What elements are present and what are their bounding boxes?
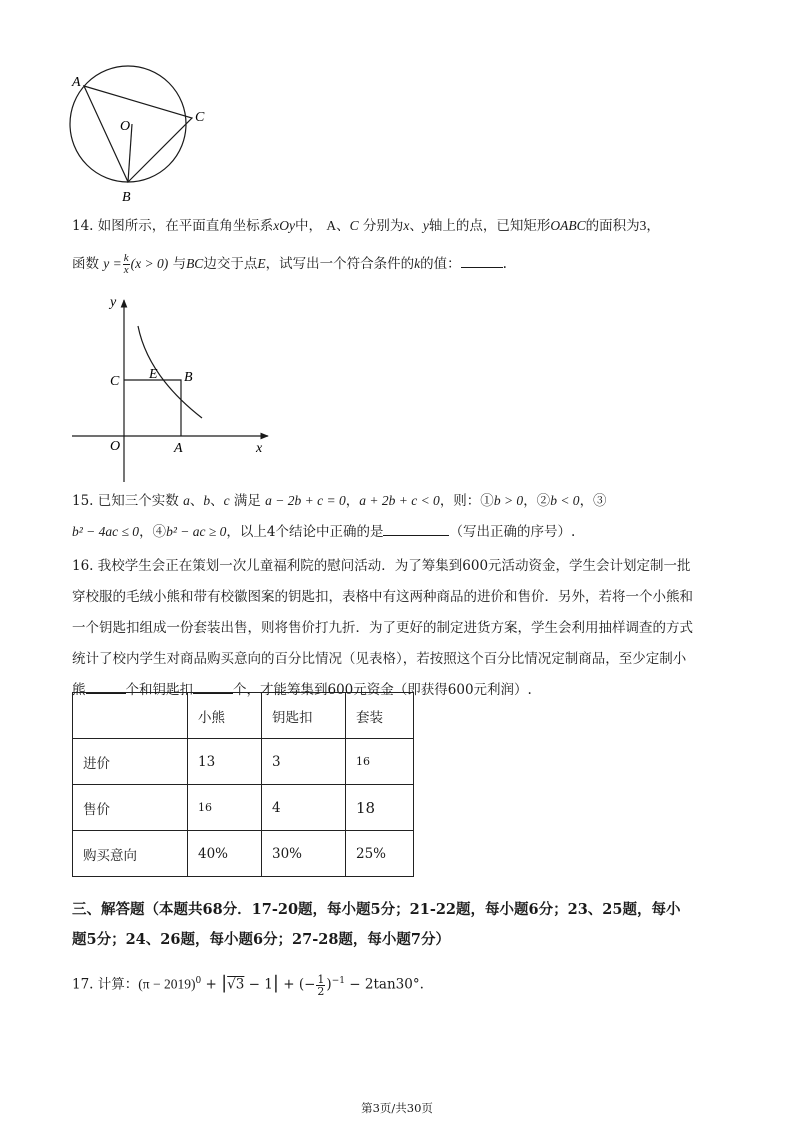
q14-text: ，试写出一个符合条件的: [265, 256, 415, 272]
q15-line2: [72, 522, 575, 542]
q14-line1: [72, 216, 660, 236]
label-b: B: [122, 190, 131, 204]
q17-paren: ): [326, 976, 332, 993]
q16-line: 一个钥匙扣组成一份套装出售，则将售价打九折．为了更好的制定进货方案，学生会利用抽样调查的方式: [72, 620, 693, 636]
figure-14-coordinate: [64, 292, 284, 488]
triangle-abc: [84, 86, 192, 182]
rectangle-oabc: [124, 380, 181, 436]
q15-text: ，: [345, 493, 360, 509]
label-o: O: [110, 439, 121, 454]
var-a: a: [183, 493, 190, 508]
conclusion-3: b² − 4ac ≤ 0: [72, 524, 140, 539]
q14-text: 与: [172, 256, 187, 272]
q14-text: 、: [336, 218, 350, 234]
label-a: A: [174, 441, 183, 456]
q14-text: 、: [409, 218, 423, 234]
row-label: 购买意向: [73, 831, 188, 877]
q17-abs-bar: |: [272, 972, 279, 994]
q17-term4: − 2tan30°: [349, 976, 420, 993]
q14-area-value: 3: [639, 218, 647, 233]
q14-text: 边交于点: [203, 256, 258, 272]
q17-end: .: [419, 976, 424, 993]
q14-line2: [72, 252, 507, 276]
conclusion-2: b < 0: [550, 493, 580, 508]
answer-blank: [461, 267, 503, 268]
label-c: C: [110, 374, 120, 389]
q14-text: 中，: [295, 218, 323, 234]
table-header-cell: 钥匙扣: [262, 693, 346, 739]
q14-oabc: OABC: [550, 218, 586, 233]
q17-exponent: −1: [331, 976, 345, 986]
q17-paren: (−: [298, 976, 316, 993]
q15-text: ，③: [579, 493, 607, 509]
table-row: [73, 739, 414, 785]
table-header-cell: [73, 693, 188, 739]
label-y: y: [110, 295, 117, 310]
fraction-numerator: 1: [317, 972, 325, 986]
fraction-denominator: 2: [317, 984, 325, 998]
table-cell: 16: [346, 739, 414, 785]
label-a: A: [72, 75, 81, 90]
equation-2: a + 2b + c < 0: [359, 493, 440, 508]
q14-condition: (x > 0): [130, 256, 169, 271]
q14-func-y: y =: [103, 256, 122, 271]
var-b: b: [203, 493, 211, 508]
q17-operator: +: [205, 976, 217, 993]
q15-text: （写出正确的序号）.: [449, 524, 576, 540]
q14-x: x: [403, 218, 410, 233]
q15-text: 、: [210, 493, 224, 509]
table-cell: 30%: [262, 831, 346, 877]
q16-text: 熊: [72, 682, 86, 698]
label-x: x: [256, 441, 263, 456]
conclusion-4: b² − ac ≥ 0: [166, 524, 227, 539]
section-title: [72, 898, 680, 952]
label-e: E: [149, 367, 158, 382]
label-o: O: [120, 119, 131, 134]
table-cell: 25%: [346, 831, 414, 877]
q16-text: 个和钥匙扣: [125, 682, 193, 698]
page-footer: 第3页/共30页: [361, 1101, 433, 1115]
q17-sqrt: √3: [227, 976, 245, 993]
q15-text: 、: [189, 493, 204, 509]
table-cell: 4: [262, 785, 346, 831]
q16-paragraph: [72, 551, 693, 706]
var-c: c: [223, 493, 230, 508]
q15-text: 15. 已知三个实数: [72, 493, 179, 509]
fraction-numerator: k: [123, 252, 129, 264]
label-b: B: [184, 370, 193, 385]
q16-text: 个，才能筹集到600元资金（即获得600元利润）.: [233, 682, 532, 698]
q17-abs-bar: |: [221, 972, 228, 994]
table-cell: 18: [346, 785, 414, 831]
table-header-cell: 套装: [346, 693, 414, 739]
price-table: [72, 692, 414, 877]
fraction-denominator: x: [123, 264, 129, 276]
q14-number: 14.: [72, 218, 94, 234]
q17-operator: +: [283, 976, 295, 993]
q17-fraction: [316, 974, 325, 997]
q14-text: 轴上的点，已知矩形: [428, 218, 551, 234]
q14-text: .: [502, 256, 507, 272]
q15-text: 满足: [233, 493, 261, 509]
q15-text: ，以上4个结论中正确的是: [226, 524, 384, 540]
table-cell: 3: [262, 739, 346, 785]
table-cell: 13: [188, 739, 262, 785]
q14-text: 的面积为: [585, 218, 640, 234]
table-row: [73, 785, 414, 831]
q14-text: 分别为: [362, 218, 404, 234]
q14-point-c: C: [349, 218, 359, 233]
q14-text: ，: [646, 218, 660, 234]
q14-fraction: [123, 253, 130, 276]
label-c: C: [195, 110, 205, 125]
q14-text: 的值：: [420, 256, 461, 272]
q17-prefix: 17. 计算：: [72, 976, 139, 993]
q15-text: ，④: [139, 524, 167, 540]
answer-blank: [383, 535, 449, 536]
q17-term1: (π − 2019): [138, 976, 196, 992]
equation-1: a − 2b + c = 0: [265, 493, 346, 508]
conclusion-1: b > 0: [493, 493, 524, 508]
q14-y: y: [422, 218, 429, 233]
q15-line1: [72, 491, 607, 511]
table-header-cell: 小熊: [188, 693, 262, 739]
q16-line: 穿校服的毛绒小熊和带有校徽图案的钥匙扣，表格中有这两种商品的进价和售价．另外，若将一个小熊和: [72, 589, 693, 605]
q15-text: ，则：①: [439, 493, 494, 509]
q14-text: 如图所示，在平面直角坐标系: [97, 218, 274, 234]
q14-k: k: [414, 256, 421, 271]
q14-text: 函数: [72, 256, 99, 272]
q15-text: ，②: [523, 493, 551, 509]
section-title-line: 题5分；24、26题，每小题6分；27-28题，每小题7分）: [72, 931, 450, 948]
q14-point-a: A: [326, 218, 337, 233]
table-cell: 16: [188, 785, 262, 831]
table-row: [73, 831, 414, 877]
section-title-line: 三、解答题（本题共68分．17-20题，每小题5分；21-22题，每小题6分；23、25题，每小: [72, 901, 681, 918]
q17-term2: − 1: [244, 976, 273, 993]
q16-line: 16. 我校学生会正在策划一次儿童福利院的慰问活动．为了筹集到600元活动资金，学生会计划定制一批: [72, 558, 691, 574]
row-label: 售价: [73, 785, 188, 831]
q16-line: 统计了校内学生对商品购买意向的百分比情况（见表格），若按照这个百分比情况定制商品，至少定制小: [72, 651, 687, 667]
q17-exponent: 0: [195, 976, 202, 986]
q14-bc: BC: [186, 256, 204, 271]
row-label: 进价: [73, 739, 188, 785]
q14-point-e: E: [257, 256, 266, 271]
table-header-row: [73, 693, 414, 739]
q14-xoy: xOy: [273, 218, 296, 233]
q17-line: [72, 968, 424, 998]
table-cell: 40%: [188, 831, 262, 877]
figure-13-circle: [62, 64, 222, 204]
